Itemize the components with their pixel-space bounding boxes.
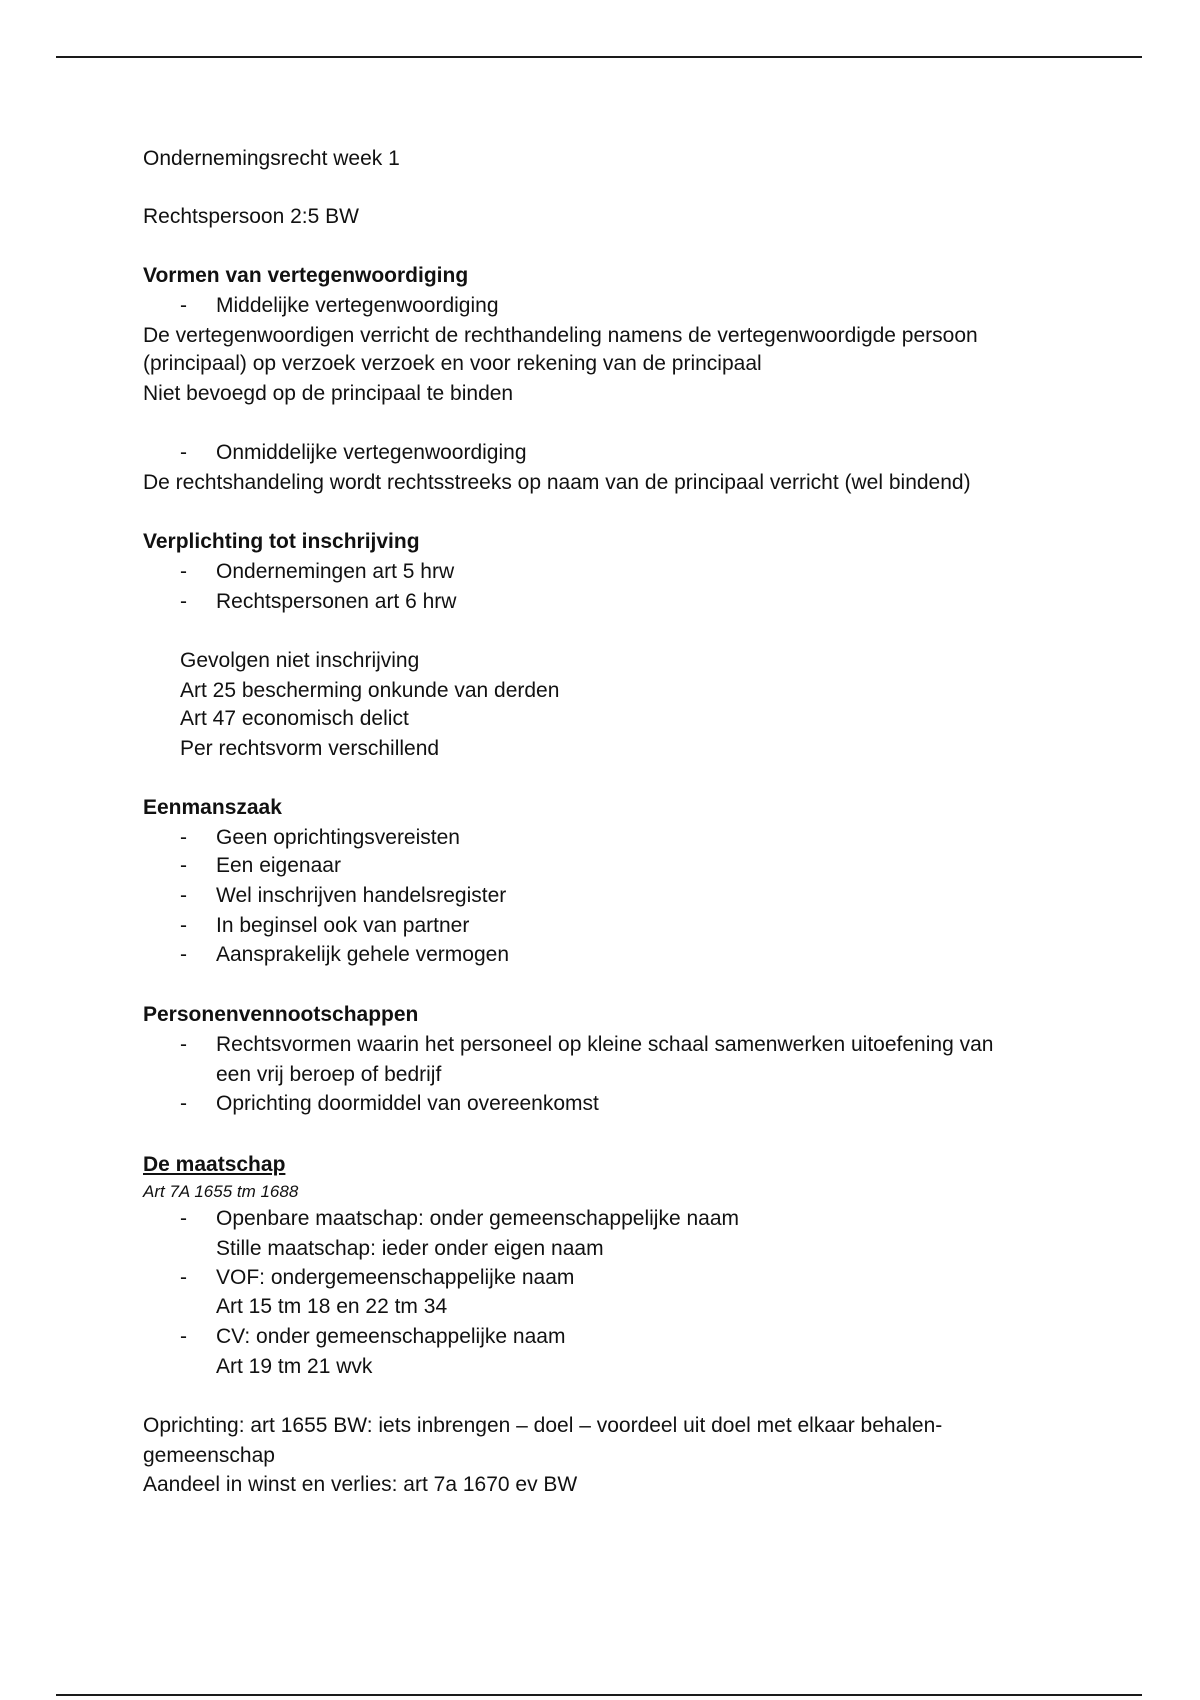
indented-line: Art 47 economisch delict xyxy=(180,707,409,730)
bullet-dash: - xyxy=(180,1207,187,1230)
paragraph-line: De vertegenwoordigen verricht de rechthandeling namens de vertegenwoordigde persoon xyxy=(143,324,978,347)
list-item-text: Openbare maatschap: onder gemeenschappelijke naam xyxy=(216,1207,740,1230)
section-heading: Verplichting tot inschrijving xyxy=(143,530,420,553)
bullet-dash: - xyxy=(180,441,187,464)
page-title: Ondernemingsrecht week 1 xyxy=(143,147,400,170)
top-rule xyxy=(56,56,1142,58)
list-item-text: Stille maatschap: ieder onder eigen naam xyxy=(216,1237,604,1260)
paragraph-line: gemeenschap xyxy=(143,1444,275,1467)
bullet-dash: - xyxy=(180,294,187,317)
list-item-text: Wel inschrijven handelsregister xyxy=(216,884,507,907)
bullet-dash: - xyxy=(180,884,187,907)
section-heading-underlined: De maatschap xyxy=(143,1153,286,1176)
paragraph-line: Niet bevoegd op de principaal te binden xyxy=(143,382,514,405)
bullet-dash: - xyxy=(180,826,187,849)
list-item-text: Een eigenaar xyxy=(216,854,341,877)
list-item-text: CV: onder gemeenschappelijke naam xyxy=(216,1325,566,1348)
bullet-dash: - xyxy=(180,590,187,613)
list-item-text: een vrij beroep of bedrijf xyxy=(216,1063,442,1086)
indented-line: Per rechtsvorm verschillend xyxy=(180,737,440,760)
bullet-dash: - xyxy=(180,943,187,966)
list-item-text: Art 15 tm 18 en 22 tm 34 xyxy=(216,1295,448,1318)
indented-line: Gevolgen niet inschrijving xyxy=(180,649,420,672)
list-item-text: VOF: ondergemeenschappelijke naam xyxy=(216,1266,575,1289)
list-item-text: Oprichting doormiddel van overeenkomst xyxy=(216,1092,599,1115)
subtitle: Rechtspersoon 2:5 BW xyxy=(143,205,359,228)
list-item-text: Onmiddelijke vertegenwoordiging xyxy=(216,441,527,464)
list-item-text: Rechtspersonen art 6 hrw xyxy=(216,590,457,613)
list-item-text: Aansprakelijk gehele vermogen xyxy=(216,943,510,966)
bullet-dash: - xyxy=(180,560,187,583)
list-item-text: Ondernemingen art 5 hrw xyxy=(216,560,455,583)
paragraph-line: Oprichting: art 1655 BW: iets inbrengen – doel – voordeel uit doel met elkaar behalen- xyxy=(143,1414,943,1437)
bullet-dash: - xyxy=(180,1092,187,1115)
bullet-dash: - xyxy=(180,854,187,877)
bullet-dash: - xyxy=(180,1325,187,1348)
bottom-rule xyxy=(56,1694,1142,1696)
bullet-dash: - xyxy=(180,1266,187,1289)
paragraph-line: De rechtshandeling wordt rechtsstreeks op naam van de principaal verricht (wel bindend) xyxy=(143,471,971,494)
list-item-text: Rechtsvormen waarin het personeel op kleine schaal samenwerken uitoefening van xyxy=(216,1033,994,1056)
article-reference: Art 7A 1655 tm 1688 xyxy=(143,1182,299,1201)
bullet-dash: - xyxy=(180,914,187,937)
section-heading: Vormen van vertegenwoordiging xyxy=(143,264,469,287)
list-item-text: Geen oprichtingsvereisten xyxy=(216,826,460,849)
paragraph-line: Aandeel in winst en verlies: art 7a 1670 ev BW xyxy=(143,1473,578,1496)
section-heading: Personenvennootschappen xyxy=(143,1003,419,1026)
section-heading: Eenmanszaak xyxy=(143,796,282,819)
list-item-text: In beginsel ook van partner xyxy=(216,914,470,937)
list-item-text: Art 19 tm 21 wvk xyxy=(216,1355,373,1378)
paragraph-line: (principaal) op verzoek verzoek en voor rekening van de principaal xyxy=(143,352,762,375)
bullet-dash: - xyxy=(180,1033,187,1056)
list-item-text: Middelijke vertegenwoordiging xyxy=(216,294,499,317)
indented-line: Art 25 bescherming onkunde van derden xyxy=(180,679,560,702)
